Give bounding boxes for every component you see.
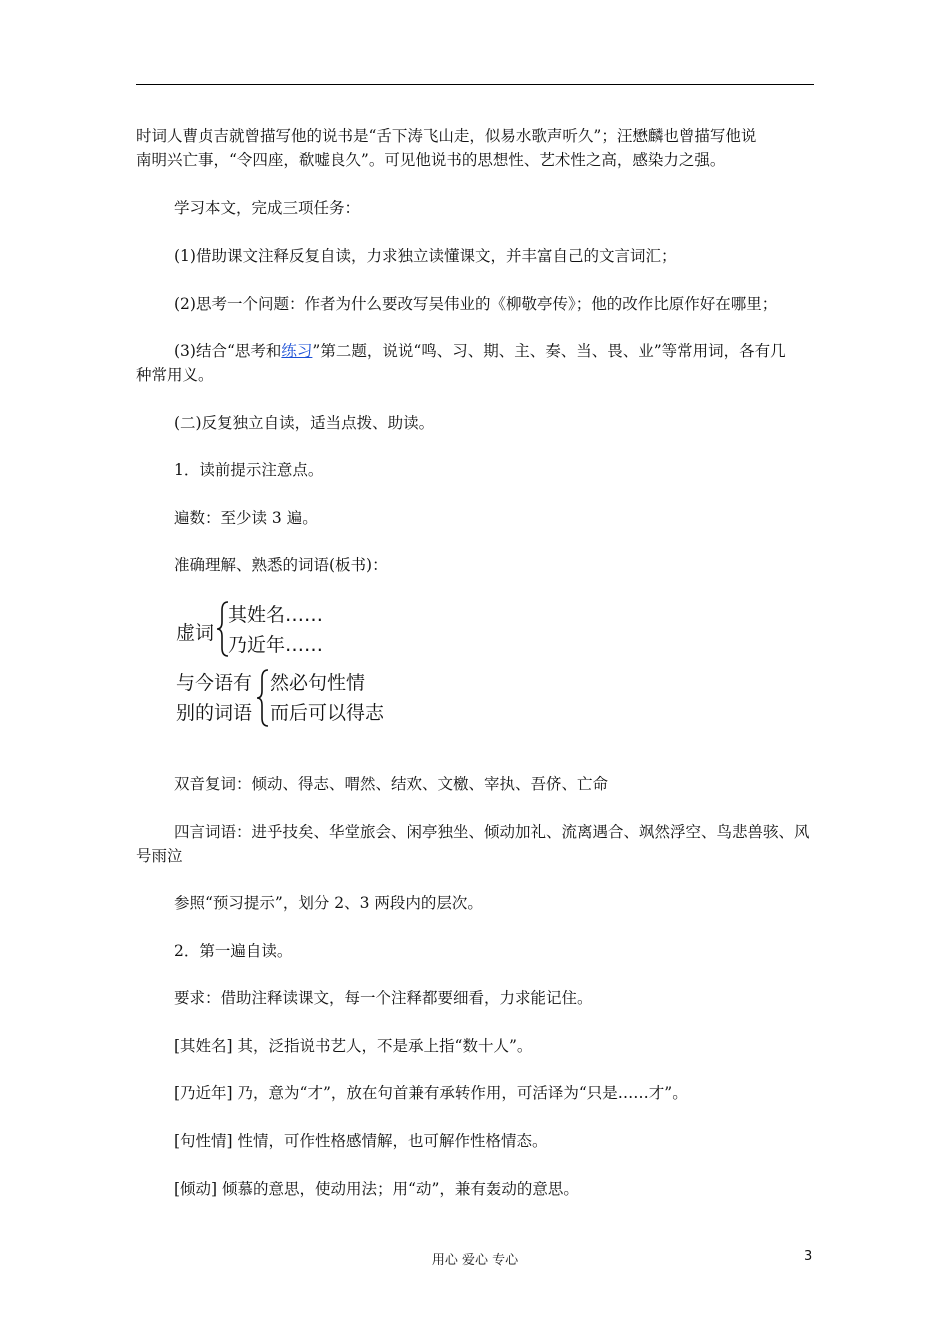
diagram-xuci-label: 虚词 xyxy=(176,622,215,644)
text-line: 号雨泣 xyxy=(136,847,183,865)
annotation-line: [乃近年] 乃，意为“才”，放在句首兼有承转作用，可活译为“只是……才”。 xyxy=(174,1084,688,1102)
annotation-line: [句性情] 性情，可作性格感情解，也可解作性格情态。 xyxy=(174,1132,548,1150)
task-item-1: (1)借助课文注释反复自读，力求独立读懂课文，并丰富自己的文言词汇； xyxy=(174,247,677,265)
text-line: 参照“预习提示”，划分 2、3 两段内的层次。 xyxy=(174,894,483,912)
text-line: 时词人曹贞吉就曾描写他的说书是“舌下涛飞山走，似易水歌声听久”；汪懋麟也曾描写他说 xyxy=(136,127,757,145)
task-item-2: (2)思考一个问题：作者为什么要改写吴伟业的《柳敬亭传》；他的改作比原作好在哪里； xyxy=(174,295,778,313)
left-brace-icon xyxy=(256,668,270,728)
diagram-xuci-item-2: 乃近年…… xyxy=(228,634,324,656)
annotation-line: [倾动] 倾慕的意思，使动用法；用“动”，兼有轰动的意思。 xyxy=(174,1180,579,1198)
diagram-diff-label-2: 别的词语 xyxy=(176,702,253,724)
text-line: 学习本文，完成三项任务： xyxy=(174,199,361,217)
annotation-line: [其姓名] 其，泛指说书艺人，不是承上指“数十人”。 xyxy=(174,1037,533,1055)
diagram-diff-item-1: 然必句性情 xyxy=(270,672,366,694)
blackboard-diagram xyxy=(176,598,436,732)
diagram-xuci-item-1: 其姓名…… xyxy=(228,604,324,626)
text-line: 要求：借助注释读课文，每一个注释都要细看，力求能记住。 xyxy=(174,989,593,1007)
diagram-diff-label-1: 与今语有 xyxy=(176,672,253,694)
text-line: 种常用义。 xyxy=(136,366,214,384)
exercise-link[interactable]: 练习 xyxy=(281,342,313,360)
text-line: 2．第一遍自读。 xyxy=(174,942,293,960)
text-span: ”第二题，说说“鸣、习、期、主、奏、当、畏、业”等常用词，各有几 xyxy=(312,342,786,360)
diagram-diff-item-2: 而后可以得志 xyxy=(270,702,385,724)
task-item-3 xyxy=(174,339,814,363)
text-line: 1．读前提示注意点。 xyxy=(174,461,324,479)
paragraph-intro xyxy=(136,124,814,172)
text-line: 四言词语：进乎技矣、华堂旅会、闲亭独坐、倾动加礼、流离遇合、飒然浮空、鸟悲兽骇、风 xyxy=(174,823,810,841)
text-span: (3)结合“思考和 xyxy=(174,342,282,360)
page-footer: 用心 爱心 专心 xyxy=(431,1253,519,1268)
text-line: 遍数：至少读 3 遍。 xyxy=(174,509,318,527)
text-line: 准确理解、熟悉的词语(板书)： xyxy=(174,556,388,574)
text-line: 南明兴亡事，“令四座，欷嘘良久”。可见他说书的思想性、艺术性之高，感染力之强。 xyxy=(136,151,726,169)
page-number: 3 xyxy=(804,1249,813,1264)
section-heading: (二)反复独立自读，适当点拨、助读。 xyxy=(174,414,435,432)
text-line: 双音复词：倾动、得志、喟然、结欢、文檄、宰执、吾侪、亡命 xyxy=(174,775,609,793)
header-rule xyxy=(136,84,814,85)
